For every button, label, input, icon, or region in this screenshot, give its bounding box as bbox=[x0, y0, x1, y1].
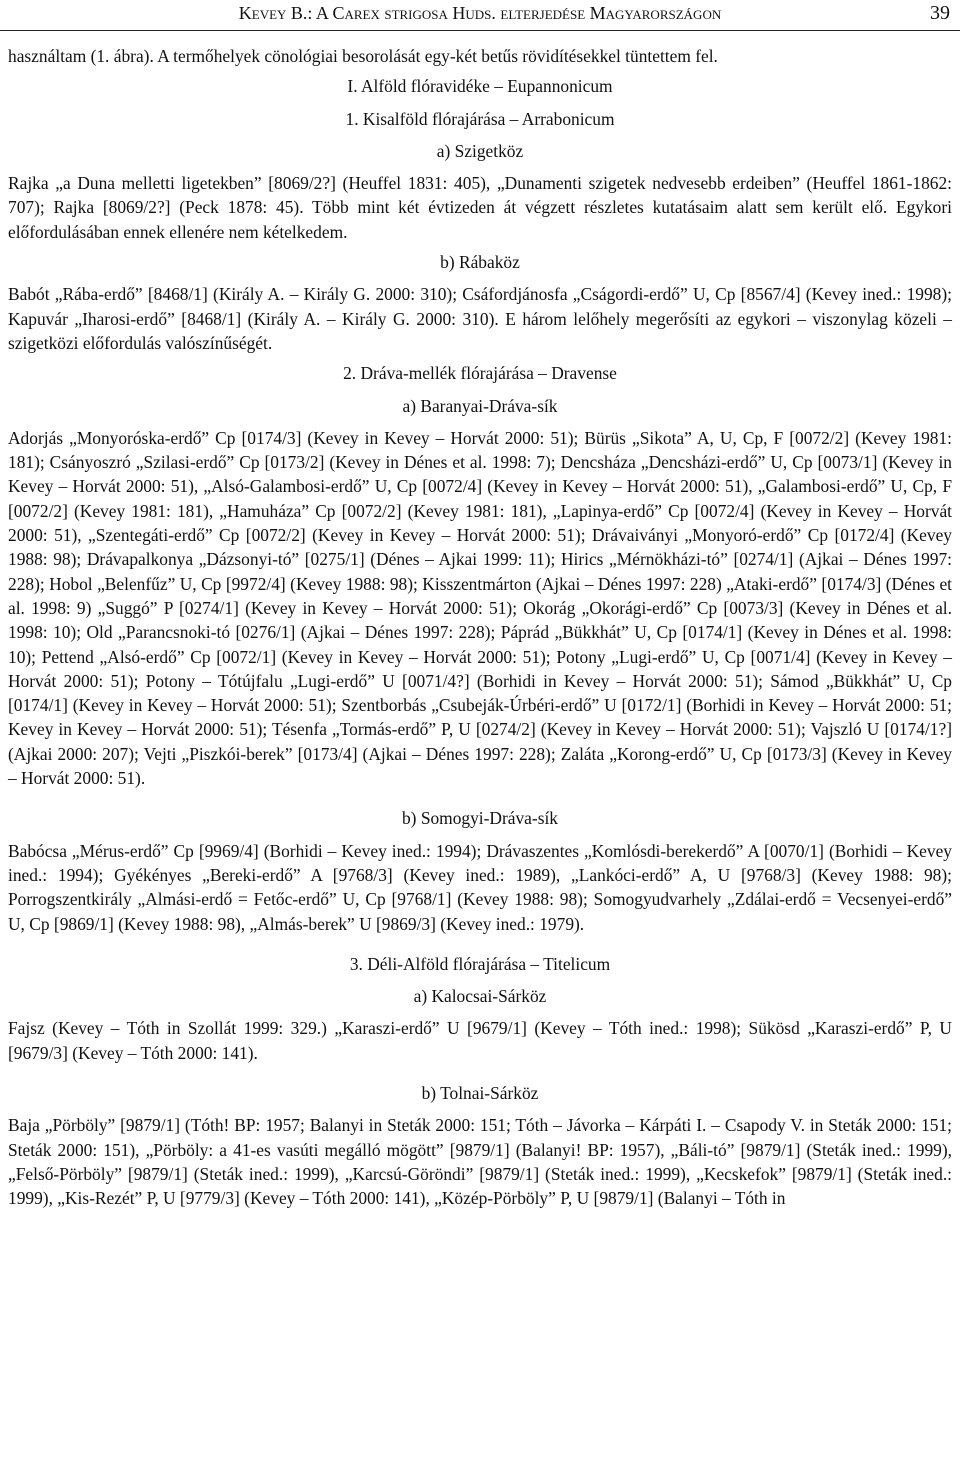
section-heading-drava: 2. Dráva-mellék flórajárása – Dravense bbox=[343, 363, 617, 384]
section-heading-deli-alfold: 3. Déli-Alföld flórajárása – Titelicum bbox=[349, 953, 611, 974]
intro-paragraph: használtam (1. ábra). A termőhelyek cönológiai besorolását egy-két betűs rövidítésekkel tüntettem fel. bbox=[8, 46, 718, 66]
subheading-rabakoz: b) Rábaköz bbox=[440, 252, 520, 273]
running-title: Kevey B.: A Carex strigosa Huds. elterjedése Magyarországon bbox=[238, 3, 722, 23]
article-body bbox=[8, 44, 952, 1210]
subheading-tolnai: b) Tolnai-Sárköz bbox=[421, 1082, 539, 1103]
subheading-somogyi: b) Somogyi-Dráva-sík bbox=[401, 808, 558, 829]
paragraph-somogyi: Babócsa „Mérus-erdő” Cp [9969/4] (Borhidi – Kevey ined.: 1994); Drávaszentes „Komlósdi-berekerdő” A [0070/1] (Borhidi – Kevey ined.: 1994); Gyékényes „Bereki-erdő” A [9768/3] (Kevey ined.: 1989), „Lankóci-erdő” A, U [9768/3] (Kevey 1988: 98); Porrogszentkirály „Almási-erdő = Fetőc-erdő” U, Cp [9768/1] (Kevey 1988: 98); Somogyudvarhely „Zdálai-erdő = Vecsenyei-erdő” U, Cp [9869/1] (Kevey 1988: 98), „Almás-berek” U [9869/3] (Kevey ined.: 1979). bbox=[8, 840, 952, 934]
subheading-baranyai: a) Baranyai-Dráva-sík bbox=[402, 395, 558, 416]
running-header bbox=[0, 0, 960, 31]
subheading-kalocsai: a) Kalocsai-Sárköz bbox=[413, 986, 547, 1007]
paragraph-rabakoz: Babót „Rába-erdő” [8468/1] (Király A. – Király G. 2000: 310); Csáfordjánosfa „Cságordi-erdő” U, Cp [8567/4] (Kevey ined.: 1998); Kapuvár „Iharosi-erdő” [8468/1] (Király A. – Király G. 2000: 310). E három lelőhely megerősíti az egykori – viszonylag közeli – szigetközi előfordulás valószínűségét. bbox=[8, 284, 952, 353]
page-number: 39 bbox=[930, 2, 950, 24]
paragraph-szigetkoz: Rajka „a Duna melletti ligetekben” [8069/2?] (Heuffel 1831: 405), „Dunamenti szigetek nedvesebb erdeiben” (Heuffel 1861-1862: 707); Rajka [8069/2?] (Peck 1878: 45). Több mint két évtizeden át végzett részletes kutatásaim alatt sem került elő. Egykori előfordulásában ennek ellenére nem kételkedem. bbox=[8, 173, 952, 242]
paragraph-kalocsai: Fajsz (Kevey – Tóth in Szollát 1999: 329.) „Karaszi-erdő” U [9679/1] (Kevey – Tóth ined.: 1998); Sükösd „Karaszi-erdő” P, U [9679/3] (Kevey – Tóth 2000: 141). bbox=[8, 1018, 952, 1063]
paragraph-tolnai: Baja „Pörböly” [9879/1] (Tóth! BP: 1957; Balanyi in Steták 2000: 151; Tóth – Jávorka – Kárpáti I. – Csapody V. in Steták 2000: 151; Steták 2000: 151), „Pörböly: a 41-es vasúti megálló mögött” [9879/1] (Balanyi! BP: 1957), „Báli-tó” [9879/1] (Steták ined.: 1999), „Felső-Pörböly” [9879/1] (Steták ined.: 1999), „Karcsú-Göröndi” [9879/1] (Steták ined.: 1999), „Kecskefok” [9879/1] (Steták ined.: 1999), „Kis-Rezét” P, U [9779/3] (Kevey – Tóth 2000: 141), „Közép-Pörböly” P, U [9879/1] (Balanyi – Tóth in bbox=[8, 1115, 952, 1209]
subheading-szigetkoz: a) Szigetköz bbox=[436, 140, 524, 161]
paragraph-baranyai: Adorjás „Monyoróska-erdő” Cp [0174/3] (Kevey in Kevey – Horvát 2000: 51); Bürüs „Sikota” A, U, Cp, F [0072/2] (Kevey 1981: 181); Csányoszró „Szilasi-erdő” Cp [0173/2] (Kevey in Dénes et al. 1998: 7); Dencsháza „Dencsházi-erdő” U, Cp [0073/1] (Kevey in Kevey – Horvát 2000: 51), „Alsó-Galambosi-erdő” U, Cp [0072/4] (Kevey in Kevey – Horvát 2000: 51), „Galambosi-erdő” U, Cp, F [0072/2] (Kevey 1981: 181), „Hamuháza” Cp [0072/2] (Kevey 1981: 181), „Lapinya-erdő” Cp [0072/4] (Kevey in Kevey – Horvát 2000: 51), „Szentegáti-erdő” Cp [0072/2] (Kevey in Kevey – Horvát 2000: 51); Drávaiványi „Monyoró-erdő” Cp [0172/4] (Kevey 1988: 98); Drávapalkonya „Dázsonyi-tó” [0275/1] (Dénes – Ajkai 1999: 11); Hirics „Mérnökházi-tó” [0274/1] (Ajkai – Dénes 1997: 228); Hobol „Belenfűz” U, Cp [9972/4] (Kevey 1988: 98); Kisszentmárton (Ajkai – Dénes 1997: 228) „Ataki-erdő” [0174/3] (Dénes et al. 1998: 9) „Suggó” P [0274/1] (Kevey in Kevey – Horvát 2000: 51); Okorág „Okorági-erdő” Cp [0073/3] (Kevey in Dénes et al. 1998: 10); Old „Parancsnoki-tó [0276/1] (Ajkai – Dénes 1997: 228); Páprád „Bükkhát” U, Cp [0174/1] (Kevey in Dénes et al. 1998: 10); Pettend „Alsó-erdő” Cp [0072/1] (Kevey in Kevey – Horvát 2000: 51); Potony „Lugi-erdő” U, Cp [0071/4] (Kevey in Kevey – Horvát 2000: 51); Potony – Tótújfalu „Lugi-erdő” U [0071/4?] (Borhidi in Kevey – Horvát 2000: 51); Sámod „Bükkhát” U, Cp [0174/1] (Kevey in Kevey – Horvát 2000: 51); Szentborbás „Csubeják-Úrbéri-erdő” U [0172/1] (Borhidi in Kevey – Horvát 2000: 51; Kevey in Kevey – Horvát 2000: 51); Tésenfa „Tormás-erdő” P, U [0274/2] (Kevey in Kevey – Horvát 2000: 51); Vajszló U [0174/1?] (Ajkai 2000: 207); Vejti „Piszkói-berek” [0173/4] (Ajkai – Dénes 1997: 228); Zaláta „Korong-erdő” U, Cp [0173/3] (Kevey in Kevey – Horvát 2000: 51). bbox=[8, 427, 952, 789]
section-heading-floravidek: I. Alföld flóravidéke – Eupannonicum bbox=[347, 76, 613, 97]
section-heading-kisalfold: 1. Kisalföld flórajárása – Arrabonicum bbox=[345, 108, 615, 129]
